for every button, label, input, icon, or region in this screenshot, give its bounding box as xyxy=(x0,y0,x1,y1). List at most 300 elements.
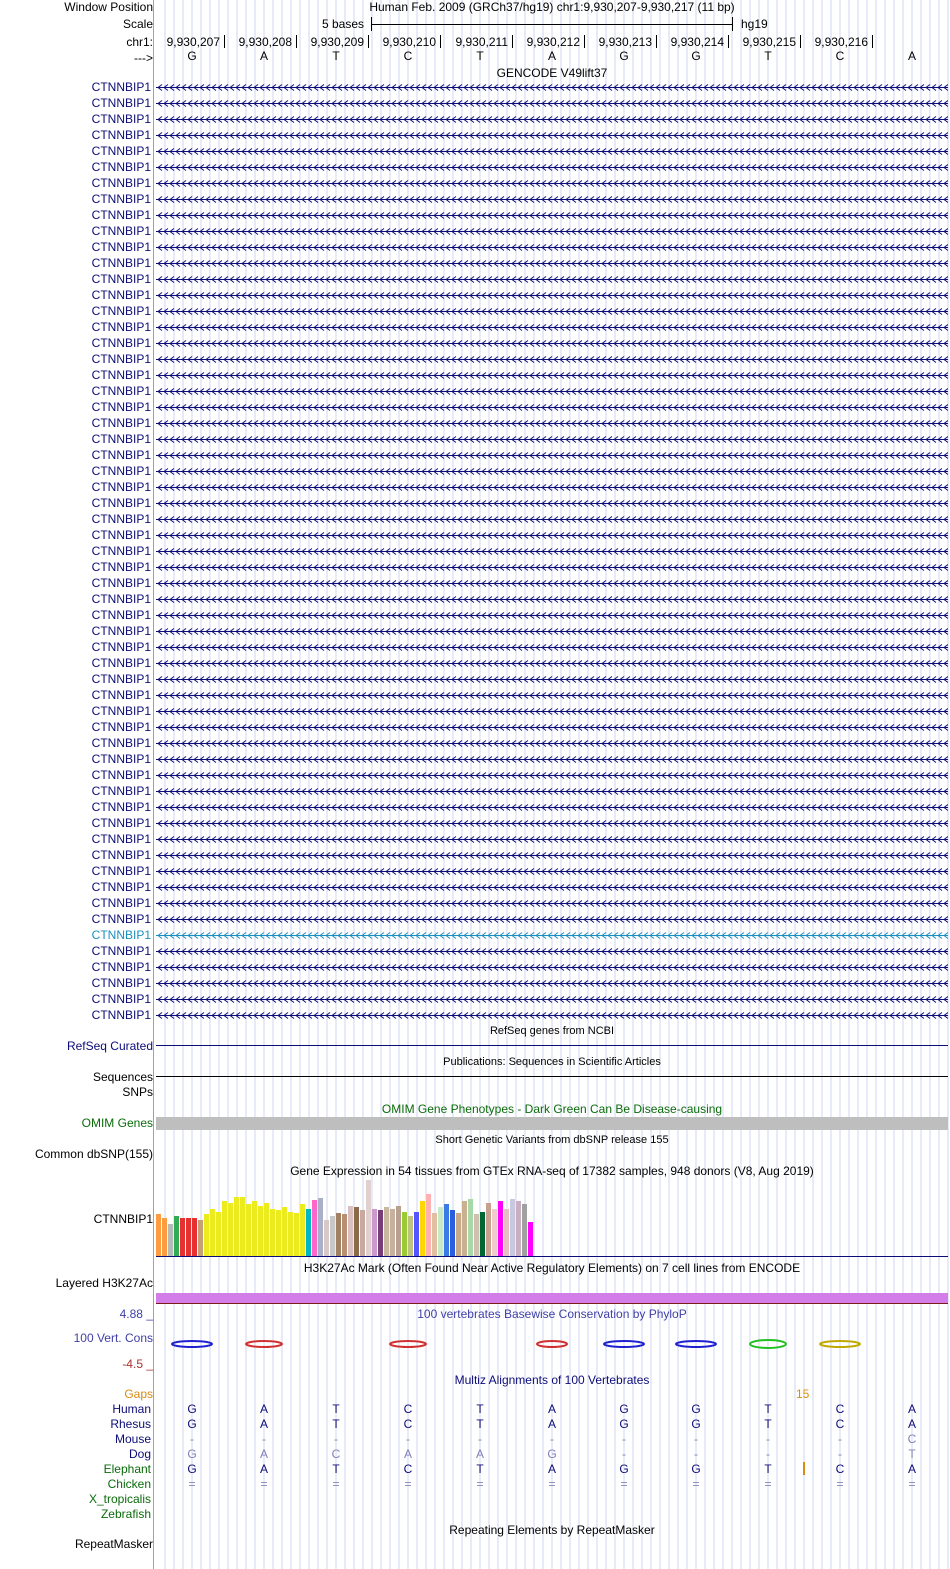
h3k27ac-signal-bar[interactable] xyxy=(156,1293,948,1303)
multiz-base: - xyxy=(550,1432,554,1446)
multiz-base: - xyxy=(766,1432,770,1446)
gencode-transcript-line[interactable] xyxy=(156,707,948,716)
gencode-transcript-label[interactable]: CTNNBIP1 xyxy=(91,672,151,686)
strand-label: ---> xyxy=(134,51,153,65)
phylop-score-glyph xyxy=(172,1341,212,1347)
ruler-position-label: 9,930,216 xyxy=(814,35,868,49)
phylop-score-glyph xyxy=(537,1341,567,1347)
gencode-transcript-line[interactable] xyxy=(156,547,948,556)
gencode-transcript-label[interactable]: CTNNBIP1 xyxy=(91,80,151,94)
gencode-transcript-label[interactable]: CTNNBIP1 xyxy=(91,240,151,254)
multiz-base: - xyxy=(694,1447,698,1461)
gencode-transcript-line[interactable] xyxy=(156,675,948,684)
gtex-tissue-bar[interactable] xyxy=(498,1201,503,1256)
pubs-track-title: Publications: Sequences in Scientific Articles xyxy=(443,1056,661,1068)
gtex-tissue-bar[interactable] xyxy=(258,1206,263,1256)
base-letter: A xyxy=(259,49,268,63)
gtex-tissue-bar[interactable] xyxy=(450,1210,455,1256)
gencode-transcript-label[interactable]: CTNNBIP1 xyxy=(91,624,151,638)
gtex-tissue-bar[interactable] xyxy=(378,1210,383,1256)
gtex-tissue-bar[interactable] xyxy=(462,1201,467,1256)
gencode-transcript-line[interactable] xyxy=(156,243,948,252)
gencode-transcript-label[interactable]: CTNNBIP1 xyxy=(91,1008,151,1022)
scale-label: Scale xyxy=(122,17,153,31)
gencode-transcript-line[interactable] xyxy=(156,467,948,476)
gencode-transcript-label[interactable]: CTNNBIP1 xyxy=(91,112,151,126)
gencode-transcript-label[interactable]: CTNNBIP1 xyxy=(91,256,151,270)
ruler-tick xyxy=(584,35,585,48)
gencode-transcript-label[interactable]: CTNNBIP1 xyxy=(91,800,151,814)
scale-text: 5 bases xyxy=(322,17,365,31)
gencode-transcript-label[interactable]: CTNNBIP1 xyxy=(91,896,151,910)
multiz-base: T xyxy=(332,1462,340,1476)
gencode-transcript-label[interactable]: CTNNBIP1 xyxy=(91,368,151,382)
gencode-transcript-label[interactable]: CTNNBIP1 xyxy=(91,512,151,526)
ruler-tick xyxy=(872,35,873,48)
gtex-tissue-bar[interactable] xyxy=(270,1209,275,1256)
gencode-transcript-label[interactable]: CTNNBIP1 xyxy=(91,528,151,542)
multiz-base: G xyxy=(547,1447,557,1461)
gencode-transcript-line[interactable] xyxy=(156,915,948,924)
multiz-base: T xyxy=(332,1402,340,1416)
gencode-transcript-line[interactable] xyxy=(156,419,948,428)
multiz-base: C xyxy=(403,1462,413,1476)
multiz-base: C xyxy=(907,1432,917,1446)
gtex-tissue-bar[interactable] xyxy=(288,1212,293,1256)
gencode-transcript-label[interactable]: CTNNBIP1 xyxy=(91,416,151,430)
phylop-track-title: 100 vertebrates Basewise Conservation by PhyloP xyxy=(417,1307,687,1321)
gencode-transcript-label[interactable]: CTNNBIP1 xyxy=(91,496,151,510)
gencode-transcript-line[interactable] xyxy=(156,339,948,348)
gtex-tissue-bar[interactable] xyxy=(402,1212,407,1256)
pubs-track-line xyxy=(156,1076,948,1077)
gtex-tissue-bar[interactable] xyxy=(222,1201,227,1256)
gencode-transcript-label[interactable]: CTNNBIP1 xyxy=(91,224,151,238)
gencode-transcript-label[interactable]: CTNNBIP1 xyxy=(91,656,151,670)
phylop-score-glyph xyxy=(820,1341,860,1347)
gencode-transcript-line[interactable] xyxy=(156,515,948,524)
gencode-transcript-line[interactable] xyxy=(156,291,948,300)
gtex-tissue-bar[interactable] xyxy=(252,1201,257,1256)
chrom-label: chr1: xyxy=(126,35,153,49)
gencode-transcript-label[interactable]: CTNNBIP1 xyxy=(91,832,151,846)
multiz-base: = xyxy=(548,1477,556,1491)
multiz-species-label[interactable]: Human xyxy=(112,1402,151,1416)
gencode-transcript-label[interactable]: CTNNBIP1 xyxy=(91,864,151,878)
gencode-transcript-label[interactable]: CTNNBIP1 xyxy=(91,944,151,958)
gencode-transcript-line[interactable] xyxy=(156,771,948,780)
gtex-tissue-bar[interactable] xyxy=(168,1224,173,1256)
gencode-transcript-line[interactable] xyxy=(156,131,948,140)
multiz-species-label[interactable]: X_tropicalis xyxy=(88,1492,151,1506)
gtex-tissue-bar[interactable] xyxy=(312,1200,317,1256)
gencode-transcript-line[interactable] xyxy=(156,691,948,700)
ruler-position-label: 9,930,213 xyxy=(598,35,652,49)
multiz-base: T xyxy=(764,1417,772,1431)
gencode-transcript-line[interactable] xyxy=(156,579,948,588)
gtex-tissue-bar[interactable] xyxy=(468,1199,473,1256)
multiz-base: A xyxy=(907,1402,916,1416)
gencode-transcript-label[interactable]: CTNNBIP1 xyxy=(91,560,151,574)
pubs-snps-label[interactable]: SNPs xyxy=(122,1085,153,1099)
gencode-transcript-line[interactable] xyxy=(156,979,948,988)
gencode-transcript-line[interactable] xyxy=(156,99,948,108)
multiz-base: - xyxy=(622,1447,626,1461)
gencode-transcript-label[interactable]: CTNNBIP1 xyxy=(91,992,151,1006)
gtex-tissue-bar[interactable] xyxy=(414,1212,419,1256)
gencode-transcript-line[interactable] xyxy=(156,387,948,396)
gencode-transcript-label[interactable]: CTNNBIP1 xyxy=(91,384,151,398)
dbsnp-track-title: Short Genetic Variants from dbSNP release 155 xyxy=(435,1134,669,1146)
gencode-transcript-line[interactable] xyxy=(156,643,948,652)
gencode-transcript-line[interactable] xyxy=(156,611,948,620)
gencode-transcript-line[interactable] xyxy=(156,835,948,844)
h3k27ac-track-label[interactable]: Layered H3K27Ac xyxy=(55,1276,153,1290)
gencode-transcript-label[interactable]: CTNNBIP1 xyxy=(91,880,151,894)
multiz-base: A xyxy=(259,1462,268,1476)
gencode-transcript-line[interactable] xyxy=(156,323,948,332)
gtex-tissue-bar[interactable] xyxy=(210,1209,215,1256)
base-letter: T xyxy=(476,49,484,63)
pubs-track-label[interactable]: Sequences xyxy=(92,1070,153,1084)
window-position-label: Window Position xyxy=(64,0,153,14)
gtex-track-label[interactable]: CTNNBIP1 xyxy=(93,1212,153,1226)
gtex-tissue-bar[interactable] xyxy=(438,1207,443,1256)
assembly-position-text: Human Feb. 2009 (GRCh37/hg19) chr1:9,930,207-9,930,217 (11 bp) xyxy=(369,0,735,14)
gencode-transcript-label[interactable]: CTNNBIP1 xyxy=(91,752,151,766)
gencode-transcript-label[interactable]: CTNNBIP1 xyxy=(91,912,151,926)
gtex-tissue-bar[interactable] xyxy=(390,1209,395,1256)
omim-track-label[interactable]: OMIM Genes xyxy=(81,1116,153,1130)
gtex-tissue-bar[interactable] xyxy=(522,1204,527,1256)
gtex-tissue-bar[interactable] xyxy=(432,1213,437,1256)
ruler-tick xyxy=(512,35,513,48)
gencode-transcript-label[interactable]: CTNNBIP1 xyxy=(91,592,151,606)
multiz-base: T xyxy=(908,1447,916,1461)
multiz-species-label[interactable]: Rhesus xyxy=(110,1417,151,1431)
gencode-transcript-label[interactable]: CTNNBIP1 xyxy=(91,96,151,110)
gtex-tissue-bar[interactable] xyxy=(510,1199,515,1256)
gencode-transcript-line[interactable] xyxy=(156,163,948,172)
scale-bar xyxy=(371,17,733,31)
dbsnp-track-label[interactable]: Common dbSNP(155) xyxy=(34,1147,153,1161)
gencode-transcript-label[interactable]: CTNNBIP1 xyxy=(91,640,151,654)
phylop-track-label[interactable]: 100 Vert. Cons xyxy=(73,1331,153,1345)
gtex-tissue-bar[interactable] xyxy=(324,1220,329,1256)
gencode-transcript-label[interactable]: CTNNBIP1 xyxy=(91,304,151,318)
gencode-transcript-label[interactable]: CTNNBIP1 xyxy=(91,720,151,734)
multiz-base: - xyxy=(478,1432,482,1446)
phylop-score-glyph xyxy=(676,1341,716,1347)
ruler-tick xyxy=(368,35,369,48)
gencode-transcript-label[interactable]: CTNNBIP1 xyxy=(91,144,151,158)
multiz-base: A xyxy=(259,1402,268,1416)
gencode-transcript-label[interactable]: CTNNBIP1 xyxy=(91,160,151,174)
gencode-transcript-line[interactable] xyxy=(156,483,948,492)
multiz-base: = xyxy=(476,1477,484,1491)
multiz-base: T xyxy=(476,1462,484,1476)
gtex-tissue-bar[interactable] xyxy=(474,1214,479,1256)
gencode-transcript-label[interactable]: CTNNBIP1 xyxy=(91,400,151,414)
gencode-transcript-line[interactable] xyxy=(156,307,948,316)
gencode-transcript-line[interactable] xyxy=(156,627,948,636)
phylop-score-glyph xyxy=(604,1341,644,1347)
gencode-transcript-label[interactable]: CTNNBIP1 xyxy=(91,704,151,718)
ruler-position-label: 9,930,211 xyxy=(455,35,508,49)
gtex-tissue-bar[interactable] xyxy=(156,1214,161,1256)
gtex-tissue-bar[interactable] xyxy=(354,1207,359,1256)
multiz-species-label[interactable]: Dog xyxy=(128,1447,151,1461)
ruler-position-label: 9,930,212 xyxy=(526,35,580,49)
gencode-transcript-line[interactable] xyxy=(156,83,948,92)
ruler-position-label: 9,930,214 xyxy=(670,35,724,49)
multiz-species-label[interactable]: Mouse xyxy=(114,1432,151,1446)
gencode-transcript-line[interactable] xyxy=(156,803,948,812)
gtex-tissue-bar[interactable] xyxy=(240,1197,245,1256)
gencode-transcript-label[interactable]: CTNNBIP1 xyxy=(91,176,151,190)
gencode-transcript-label[interactable]: CTNNBIP1 xyxy=(91,928,151,942)
gencode-transcript-line[interactable] xyxy=(156,755,948,764)
gtex-tissue-bar[interactable] xyxy=(396,1206,401,1256)
gtex-tissue-bar[interactable] xyxy=(420,1201,425,1256)
multiz-base: A xyxy=(547,1417,556,1431)
gtex-tissue-bar[interactable] xyxy=(372,1209,377,1256)
base-letter: C xyxy=(403,49,413,63)
ruler-tick xyxy=(728,35,729,48)
gtex-tissue-bar[interactable] xyxy=(204,1214,209,1256)
gencode-transcript-line[interactable] xyxy=(156,195,948,204)
gtex-tissue-bar[interactable] xyxy=(366,1180,371,1256)
gencode-transcript-label[interactable]: CTNNBIP1 xyxy=(91,288,151,302)
gtex-tissue-bar[interactable] xyxy=(342,1214,347,1256)
multiz-base: = xyxy=(404,1477,412,1491)
gencode-transcript-label[interactable]: CTNNBIP1 xyxy=(91,272,151,286)
gaps-count: 15 xyxy=(796,1387,810,1401)
gencode-transcript-line[interactable] xyxy=(156,403,948,412)
multiz-track-title: Multiz Alignments of 100 Vertebrates xyxy=(454,1373,650,1387)
gencode-transcript-label[interactable]: CTNNBIP1 xyxy=(91,336,151,350)
gencode-transcript-line[interactable] xyxy=(156,275,948,284)
multiz-base: - xyxy=(406,1432,410,1446)
multiz-base: T xyxy=(764,1462,772,1476)
gtex-track-title: Gene Expression in 54 tissues from GTEx RNA-seq of 17382 samples, 948 donors (V8, Aug 2019) xyxy=(290,1164,814,1178)
gtex-tissue-bar[interactable] xyxy=(264,1203,269,1256)
gencode-transcript-label[interactable]: CTNNBIP1 xyxy=(91,688,151,702)
multiz-base: A xyxy=(547,1462,556,1476)
gencode-transcript-label[interactable]: CTNNBIP1 xyxy=(91,576,151,590)
multiz-base: - xyxy=(766,1447,770,1461)
gtex-tissue-bar[interactable] xyxy=(216,1212,221,1256)
gencode-transcript-line[interactable] xyxy=(156,147,948,156)
gencode-transcript-label[interactable]: CTNNBIP1 xyxy=(91,464,151,478)
gencode-transcript-line[interactable] xyxy=(156,819,948,828)
gencode-transcript-label[interactable]: CTNNBIP1 xyxy=(91,448,151,462)
gencode-transcript-line[interactable] xyxy=(156,563,948,572)
gtex-tissue-bar[interactable] xyxy=(306,1209,311,1256)
gencode-transcript-label[interactable]: CTNNBIP1 xyxy=(91,608,151,622)
gencode-transcript-line[interactable] xyxy=(156,787,948,796)
multiz-base: = xyxy=(908,1477,916,1491)
gtex-tissue-bar[interactable] xyxy=(180,1218,185,1256)
gencode-transcript-label[interactable]: CTNNBIP1 xyxy=(91,320,151,334)
gencode-transcript-label[interactable]: CTNNBIP1 xyxy=(91,208,151,222)
gencode-transcript-label[interactable]: CTNNBIP1 xyxy=(91,784,151,798)
phylop-score-glyph xyxy=(390,1341,426,1347)
gtex-tissue-bar[interactable] xyxy=(318,1198,323,1256)
multiz-base: A xyxy=(907,1462,916,1476)
gtex-tissue-bar[interactable] xyxy=(492,1209,497,1256)
gtex-tissue-bar[interactable] xyxy=(444,1204,449,1256)
multiz-base: T xyxy=(332,1417,340,1431)
h3k27ac-baseline xyxy=(156,1303,948,1304)
phylop-conservation-glyphs[interactable] xyxy=(156,1330,948,1360)
multiz-base: = xyxy=(692,1477,700,1491)
gencode-transcript-label[interactable]: CTNNBIP1 xyxy=(91,736,151,750)
gtex-tissue-bar[interactable] xyxy=(228,1203,233,1256)
gtex-tissue-bar[interactable] xyxy=(336,1213,341,1256)
gencode-transcript-label[interactable]: CTNNBIP1 xyxy=(91,976,151,990)
gencode-transcript-line[interactable] xyxy=(156,883,948,892)
gencode-transcript-line[interactable] xyxy=(156,115,948,124)
multiz-base: = xyxy=(620,1477,628,1491)
phylop-score-glyph xyxy=(750,1340,786,1348)
gencode-transcript-label[interactable]: CTNNBIP1 xyxy=(91,848,151,862)
ruler-position-label: 9,930,215 xyxy=(742,35,796,49)
gtex-tissue-bar[interactable] xyxy=(516,1201,521,1256)
gencode-transcript-label[interactable]: CTNNBIP1 xyxy=(91,192,151,206)
gtex-tissue-bar[interactable] xyxy=(294,1213,299,1256)
gencode-transcript-line[interactable] xyxy=(156,851,948,860)
gtex-tissue-bar[interactable] xyxy=(480,1212,485,1256)
repeatmasker-track-label[interactable]: RepeatMasker xyxy=(74,1537,153,1551)
gtex-tissue-bar[interactable] xyxy=(528,1222,533,1256)
gtex-tissue-bar[interactable] xyxy=(330,1216,335,1256)
gencode-transcript-line[interactable] xyxy=(156,435,948,444)
gencode-transcript-line[interactable] xyxy=(156,995,948,1004)
multiz-base: A xyxy=(259,1447,268,1461)
gencode-transcript-line[interactable] xyxy=(156,451,948,460)
multiz-base: A xyxy=(259,1417,268,1431)
refseq-track-label[interactable]: RefSeq Curated xyxy=(66,1039,153,1053)
gencode-transcript-line[interactable] xyxy=(156,1011,948,1020)
gtex-tissue-bar[interactable] xyxy=(174,1216,179,1256)
gencode-transcript-line[interactable] xyxy=(156,723,948,732)
gtex-tissue-bar[interactable] xyxy=(276,1210,281,1256)
gencode-transcript-line[interactable] xyxy=(156,259,948,268)
multiz-base: A xyxy=(547,1402,556,1416)
gencode-track-title: GENCODE V49lift37 xyxy=(496,66,608,80)
gencode-transcript-line[interactable] xyxy=(156,531,948,540)
gencode-transcript-label[interactable]: CTNNBIP1 xyxy=(91,128,151,142)
gtex-tissue-bar[interactable] xyxy=(486,1203,491,1256)
multiz-base: G xyxy=(187,1447,197,1461)
gencode-transcript-line[interactable] xyxy=(156,211,948,220)
gencode-transcript-line[interactable] xyxy=(156,499,948,508)
multiz-base: G xyxy=(187,1402,197,1416)
gencode-transcript-line[interactable] xyxy=(156,659,948,668)
gencode-transcript-line[interactable] xyxy=(156,595,948,604)
gtex-bar-chart[interactable] xyxy=(156,1178,948,1256)
gencode-transcript-line[interactable] xyxy=(156,963,948,972)
multiz-species-label[interactable]: Zebrafish xyxy=(100,1507,151,1521)
gencode-transcript-label[interactable]: CTNNBIP1 xyxy=(91,816,151,830)
gtex-tissue-bar[interactable] xyxy=(234,1197,239,1256)
gencode-transcript-label[interactable]: CTNNBIP1 xyxy=(91,768,151,782)
multiz-species-label[interactable]: Chicken xyxy=(107,1477,151,1491)
refseq-track-title: RefSeq genes from NCBI xyxy=(489,1025,615,1037)
gtex-tissue-bar[interactable] xyxy=(198,1220,203,1256)
omim-feature-bar[interactable] xyxy=(156,1117,948,1130)
multiz-species-label[interactable]: Elephant xyxy=(103,1462,151,1476)
multiz-base: G xyxy=(187,1462,197,1476)
gencode-transcript-label[interactable]: CTNNBIP1 xyxy=(91,960,151,974)
omim-track-title: OMIM Gene Phenotypes - Dark Green Can Be Disease-causing xyxy=(381,1102,723,1116)
multiz-base: G xyxy=(619,1402,629,1416)
gtex-tissue-bar[interactable] xyxy=(360,1210,365,1256)
refseq-track-line xyxy=(156,1045,948,1046)
multiz-base: - xyxy=(694,1432,698,1446)
gtex-tissue-bar[interactable] xyxy=(300,1204,305,1256)
gtex-tissue-bar[interactable] xyxy=(384,1207,389,1256)
multiz-base: G xyxy=(187,1417,197,1431)
gencode-transcript-line[interactable] xyxy=(156,739,948,748)
gencode-transcript-label[interactable]: CTNNBIP1 xyxy=(91,352,151,366)
gtex-tissue-bar[interactable] xyxy=(426,1194,431,1256)
gencode-transcript-label[interactable]: CTNNBIP1 xyxy=(91,480,151,494)
ruler-tick xyxy=(440,35,441,48)
ruler-position-label: 9,930,210 xyxy=(382,35,436,49)
base-letter: G xyxy=(187,49,197,63)
gencode-transcript-label[interactable]: CTNNBIP1 xyxy=(91,544,151,558)
multiz-base: C xyxy=(835,1462,845,1476)
phylop-min-label: -4.5 _ xyxy=(122,1357,153,1371)
gtex-tissue-bar[interactable] xyxy=(504,1209,509,1256)
multiz-base: T xyxy=(764,1402,772,1416)
gencode-transcript-line[interactable] xyxy=(156,931,948,940)
multiz-base: A xyxy=(403,1447,412,1461)
elephant-insertion-mark xyxy=(803,1462,805,1475)
gencode-transcript-line[interactable] xyxy=(156,867,948,876)
gencode-transcript-line[interactable] xyxy=(156,227,948,236)
gtex-tissue-bar[interactable] xyxy=(348,1206,353,1256)
multiz-base: C xyxy=(835,1402,845,1416)
multiz-base: - xyxy=(838,1432,842,1446)
gtex-tissue-bar[interactable] xyxy=(162,1218,167,1256)
gtex-tissue-bar[interactable] xyxy=(408,1216,413,1256)
ruler-tick xyxy=(296,35,297,48)
ruler-tick xyxy=(224,35,225,48)
gencode-transcript-label[interactable]: CTNNBIP1 xyxy=(91,432,151,446)
gencode-transcript-line[interactable] xyxy=(156,371,948,380)
multiz-base: G xyxy=(691,1462,701,1476)
gtex-tissue-bar[interactable] xyxy=(192,1218,197,1256)
multiz-base: = xyxy=(764,1477,772,1491)
gencode-transcript-line[interactable] xyxy=(156,179,948,188)
gencode-transcript-line[interactable] xyxy=(156,899,948,908)
multiz-base: = xyxy=(332,1477,340,1491)
gtex-tissue-bar[interactable] xyxy=(186,1218,191,1256)
gtex-tissue-bar[interactable] xyxy=(246,1204,251,1256)
gtex-tissue-bar[interactable] xyxy=(456,1213,461,1256)
gencode-transcript-line[interactable] xyxy=(156,355,948,364)
h3k27ac-track-title: H3K27Ac Mark (Often Found Near Active Regulatory Elements) on 7 cell lines from ENCODE xyxy=(303,1261,801,1275)
multiz-base: A xyxy=(907,1417,916,1431)
phylop-max-label: 4.88 _ xyxy=(119,1307,153,1321)
gencode-transcript-line[interactable] xyxy=(156,947,948,956)
gtex-tissue-bar[interactable] xyxy=(282,1207,287,1256)
phylop-score-glyph xyxy=(246,1341,282,1347)
base-letter: T xyxy=(764,49,772,63)
